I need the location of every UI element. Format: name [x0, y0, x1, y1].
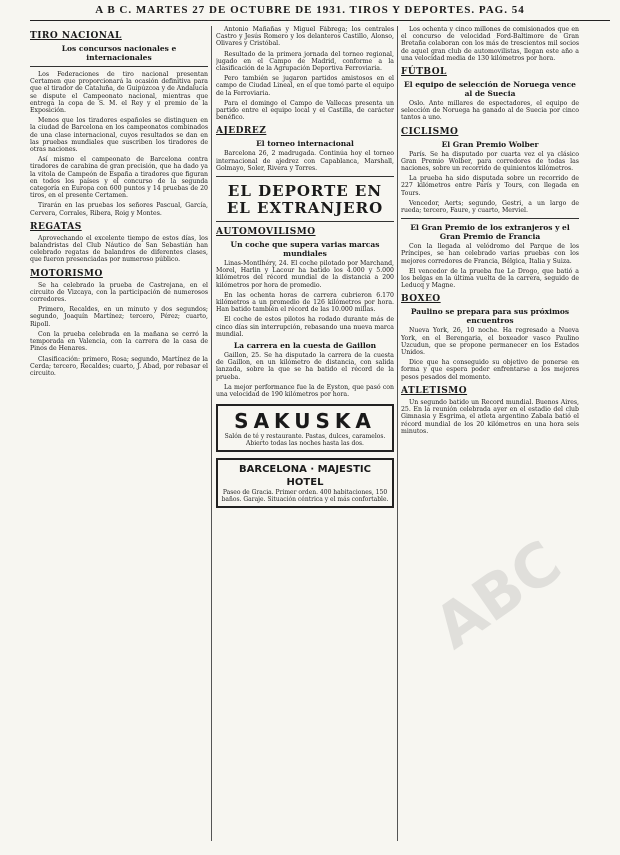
- ad-title: BARCELONA · MAJESTIC HOTEL: [239, 464, 371, 489]
- paragraph: Los Federaciones de tiro nacional presentan Certamen que proporcionará la ocasión definitiva para que el tirador de Cataluña, de Guipúzcoa y de Andalucía se dispute el Campeonato nacional, mientras que entrega la copa de S. M. el Rey y el premio de la Exposición.: [30, 71, 208, 115]
- paragraph: En las ochenta horas de carrera cubrieron 6.170 kilómetros a un promedio de 126 kilómetros por hora. Han batido también el récord de las 10.000 millas.: [216, 291, 394, 314]
- subheading: Un coche que supera varias marcas mundiales: [230, 240, 380, 259]
- subheading: Los concursos nacionales e internacionales: [61, 44, 177, 62]
- paragraph: Vencedor, Aerts; segundo, Gestri, a un largo de rueda; tercero, Faure, y cuarto, Merviel.: [401, 199, 579, 215]
- paragraph: Linas-Montlhéry, 24. El coche pilotado por Marchand, Morel, Harlin y Lacour ha batido los 4.000 y 5.000 kilómetros del récord mundial de la distancia a 200 kilómetros por hora de promedio.: [216, 260, 394, 289]
- paragraph: Aprovechando el excelente tiempo de estos días, los balandristas del Club Náutico de San Sebastián han celebrado regatas de balandros de diferentes clases, que fueron presenciadas por numeroso público.: [30, 234, 208, 264]
- header-rule: [30, 20, 610, 21]
- paragraph: La prueba ha sido disputada sobre un recorrido de 227 kilómetros entre París y Tours, con llegada en Tours.: [401, 175, 579, 197]
- subheading: El Gran Premio de los extranjeros y el Gran Premio de Francia: [410, 223, 570, 242]
- paragraph: París. Se ha disputado por cuarta vez el ya clásico Gran Premio Wolber, para corredores de todas las naciones, sobre un recorrido de quinientos kilómetros.: [401, 150, 579, 173]
- section-title-automovilismo: AUTOMOVILISMO: [216, 227, 316, 238]
- divider: [216, 176, 394, 177]
- subheading: La carrera en la cuesta de Gaillon: [233, 341, 377, 351]
- paragraph: Para el domingo el Campo de Vallecas presenta un partido entre el equipo local y el Castilla, de carácter benéfico.: [216, 99, 394, 122]
- column-1: [30, 26, 208, 846]
- advertisement-sakuska: [216, 404, 394, 452]
- paragraph: Los ochenta y cinco millones de comisionados que en el concurso de velocidad Ford-Baltimore de Gran Bretaña colaboran con los más de trescientos mil socios de aquel gran club de automovilistas, llegan este año a una velocidad media de 130 kilómetros por hora.: [401, 26, 579, 62]
- paragraph: Pero también se jugaron partidos amistosos en el campo de Ciudad Lineal, en el que tomó parte el equipo de la Ferroviaria.: [216, 75, 394, 97]
- paragraph: La mejor performance fue la de Eyston, que pasó con una velocidad de 190 kilómetros por hora.: [216, 383, 394, 399]
- paragraph: Se ha celebrado la prueba de Castrejana, en el circuito de Vizcaya, con la participación de numerosos corredores.: [30, 281, 208, 304]
- divider: [30, 66, 208, 67]
- paragraph: Nueva York, 26, 10 noche. Ha regresado a Nueva York, en el Berengaria, el boxeador vasco Paulino Uzcudun, que se propone permanecer en los Estados Unidos.: [401, 327, 579, 357]
- paragraph: Clasificación: primero, Rosa; segundo, Martínez de la Cerda; tercero, Recaldes; cuarto, J. Abad, por rebasar el circuito.: [30, 355, 208, 377]
- column-3: [401, 26, 579, 846]
- subheading: Paulino se prepara para sus próximos encuentros: [410, 307, 570, 326]
- advertisement-majestic-hotel: [216, 458, 394, 508]
- paragraph: El vencedor de la prueba fue Le Drogo, que batió a los belgas en la última vuelta de la carrera, seguido de Leducq y Magne.: [401, 267, 579, 290]
- watermark: ABC: [422, 527, 574, 663]
- paragraph: Con la llegada al velódromo del Parque de los Príncipes, se han celebrado varias pruebas con los mejores corredores de Francia, Bélgica, Italia y Suiza.: [401, 243, 579, 265]
- paragraph: Oslo. Ante millares de espectadores, el equipo de selección de Noruega ha ganado al de Suecia por cinco tantos a uno.: [401, 100, 579, 122]
- subheading: El equipo de selección de Noruega vence al de Suecia: [404, 80, 576, 99]
- subheading: El torneo internacional: [256, 139, 354, 149]
- section-title-tiro: TIRO NACIONAL: [30, 31, 122, 41]
- section-title-boxeo: BOXEO: [401, 294, 441, 305]
- column-divider: [211, 26, 212, 841]
- ad-title: SAKUSKA: [234, 409, 376, 434]
- page-header: A B C. MARTES 27 DE OCTUBRE DE 1931. TIROS Y DEPORTES. PAG. 54: [95, 4, 525, 16]
- paragraph: Menos que los tiradores españoles se distinguen en la ciudad de Barcelona en los campeonatos combinados de una clase internacional, cuyos resultados se dan en las pruebas mundiales que suscriben los tiradores de otras naciones.: [30, 117, 208, 154]
- paragraph: Gaillon, 25. Se ha disputado la carrera de la cuesta de Gaillon, en un kilómetro de distancia, con salida lanzada, sobre la que se ha batido el récord de la prueba.: [216, 352, 394, 381]
- ad-text: Paseo de Gracia. Primer orden. 400 habitaciones, 150 baños. Garaje. Situación céntrica y el más confortable.: [221, 489, 389, 504]
- paragraph: Dice que ha conseguido su objetivo de ponerse en forma y que espera poder enfrentarse a los mejores pesos pesados del momento.: [401, 359, 579, 381]
- section-title-regatas: REGATAS: [30, 221, 82, 232]
- paragraph: Así mismo el campeonato de Barcelona contra tiradores de carabina de gran precisión, que ha dado ya la vitola de Campeón de España a tiradores que figuran en todos los países y el concurso de la segunda categoría en Europa con 600 puntos y 14 pruebas de 20 tiros, en el presente Certamen.: [30, 156, 208, 200]
- section-title-atletismo: ATLETISMO: [401, 385, 468, 396]
- column-divider: [397, 26, 398, 841]
- paragraph: Antonio Mañañas y Miguel Fábrega; los centrales Castro y Jesús Romero y los delanteros Castillo, Alonso, Olivares y Cristóbal.: [216, 26, 394, 48]
- section-banner: EL DEPORTE EN EL EXTRANJERO: [226, 182, 384, 218]
- ad-text: Salón de té y restaurante. Pastas, dulces, caramelos. Abierto todas las noches hasta las dos.: [224, 433, 386, 448]
- paragraph: Resultado de la primera jornada del torneo regional, jugado en el Campo de Madrid, conforme a la clasificación de la Agrupación Deportiva Ferroviaria.: [216, 50, 394, 73]
- paragraph: Primero, Recaldes, en un minuto y dos segundos; segundo, Joaquín Martínez; tercero, Pérez; cuarto, Ripoll.: [30, 306, 208, 328]
- paragraph: El coche de estos pilotos ha rodado durante más de cinco días sin interrupción, rebasando una nueva marca mundial.: [216, 316, 394, 338]
- section-title-motorismo: MOTORISMO: [30, 268, 103, 279]
- section-title-ciclismo: CICLISMO: [401, 126, 459, 137]
- column-2: [216, 26, 394, 846]
- paragraph: Barcelona 26, 2 madrugada. Continúa hoy el torneo internacional de ajedrez con Capablanca, Marshall, Golmayo, Soler, Rivera y Torres.: [216, 150, 394, 172]
- divider: [216, 221, 394, 222]
- paragraph: Con la prueba celebrada en la mañana se cerró la temporada en Valencia, con la carrera de la casa de Pinos de Henares.: [30, 330, 208, 353]
- paragraph: Un segundo batido un Record mundial. Buenos Aires, 25. En la reunión celebrada ayer en el estadio del club Gimnasia y Esgrima, el atleta argentino Zabala batió el récord mundial de los 20 kilómetros en una hora seis minutos.: [401, 398, 579, 435]
- subheading: El Gran Premio Wolber: [441, 139, 539, 149]
- divider: [401, 218, 579, 219]
- section-title-futbol: FÚTBOL: [401, 67, 447, 78]
- paragraph: Tirarán en las pruebas los señores Pascual, García, Cervera, Corrales, Ribera, Roig y Montes.: [30, 202, 208, 217]
- section-title-ajedrez: AJEDREZ: [216, 126, 267, 137]
